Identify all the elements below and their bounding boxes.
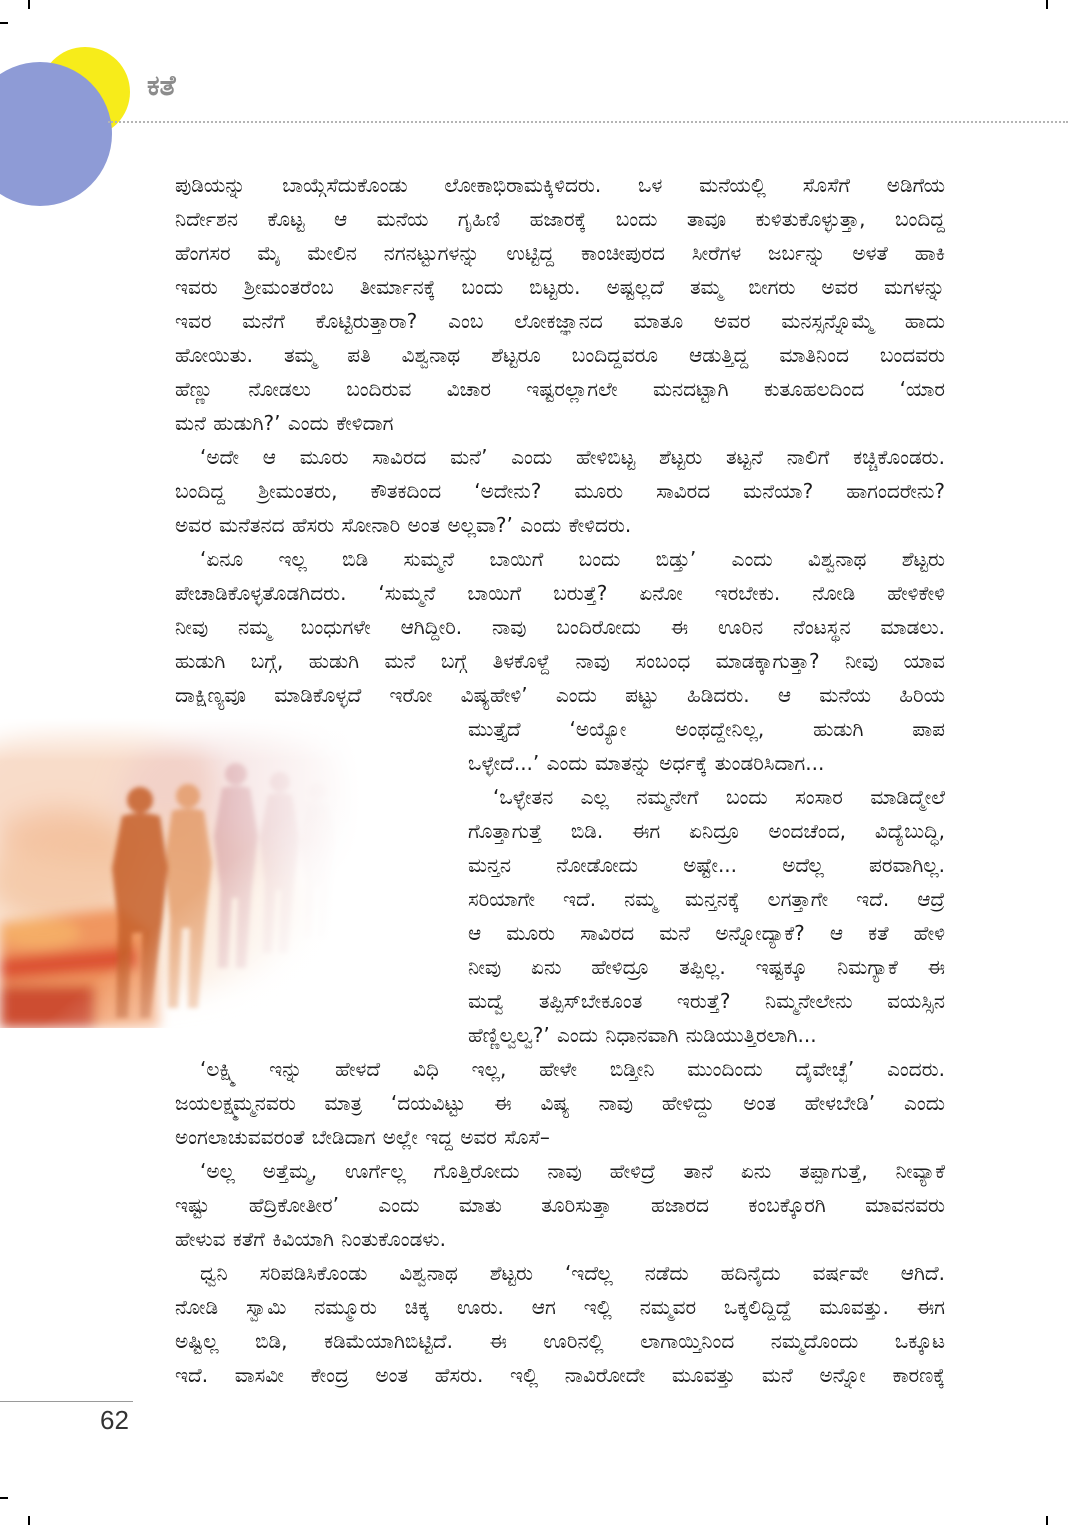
story-text-bottom bbox=[175, 1052, 945, 1392]
crop-mark-top-left-vertical bbox=[28, 0, 30, 9]
crop-mark-top-right-vertical bbox=[1046, 0, 1048, 9]
story-text-beside-image bbox=[468, 712, 945, 1052]
text-line: ಹೇಳುವ ಕತೆಗೆ ಕಿವಿಯಾಗಿ ನಿಂತುಕೊಂಡಳು. bbox=[175, 1227, 446, 1251]
text-line: ಹುಡುಗಿ ಬಗ್ಗೆ, ಹುಡುಗಿ ಮನೆ ಬಗ್ಗೆ ತಿಳಕೊಳ್ದೆ ನಾವು ಸಂಬಂಧ ಮಾಡಕ್ಕಾಗುತ್ತಾ? ನೀವು ಯಾವ bbox=[175, 649, 945, 673]
text-line: ದಾಕ್ಷಿಣ್ಯವೂ ಮಾಡಿಕೊಳ್ಳದೆ ಇರೋ ವಿಷ್ಯಹೇಳಿ’ ಎಂದು ಪಟ್ಟು ಹಿಡಿದರು. ಆ ಮನೆಯ ಹಿರಿಯ bbox=[175, 683, 945, 707]
text-line: ಧ್ವನಿ ಸರಿಪಡಿಸಿಕೊಂಡು ವಿಶ್ವನಾಥ ಶೆಟ್ಟರು ‘ಇದೆಲ್ಲ ನಡೆದು ಹದಿನೈದು ವರ್ಷವೇ ಆಗಿದೆ. bbox=[200, 1261, 945, 1285]
text-line: ‘ಒಳ್ಳೇತನ ಎಲ್ಲ ನಮ್ಮನೇಗೆ ಬಂದು ಸಂಸಾರ ಮಾಡಿದ್ಮೇಲೆ bbox=[493, 785, 945, 809]
text-line: ‘ಏನೂ ಇಲ್ಲ ಬಿಡಿ ಸುಮ್ಮನೆ ಬಾಯಿಗೆ ಬಂದು ಬಿಡ್ತು’ ಎಂದು ವಿಶ್ವನಾಥ ಶೆಟ್ಟರು bbox=[200, 547, 945, 571]
text-line: ಒಳ್ಳೇದೆ...’ ಎಂದು ಮಾತನ್ನು ಅರ್ಧಕ್ಕೆ ತುಂಡರಿಸಿದಾಗ... bbox=[468, 751, 825, 775]
watercolor-figures-illustration bbox=[0, 718, 362, 1028]
text-line: ಮುತ್ತೈದೆ ‘ಅಯ್ಯೋ ಅಂಥದ್ದೇನಿಲ್ಲ, ಹುಡುಗಿ ಪಾಪ bbox=[468, 717, 945, 741]
header-dotted-rule bbox=[108, 121, 1068, 123]
text-line: ಅವರ ಮನೆತನದ ಹೆಸರು ಸೋನಾರಿ ಅಂತ ಅಲ್ಲವಾ?’ ಎಂದು ಕೇಳಿದರು. bbox=[175, 513, 632, 537]
text-line: ಇವರ ಮನೆಗೆ ಕೊಟ್ಟಿರುತ್ತಾರಾ? ಎಂಬ ಲೋಕಜ್ಞಾನದ ಮಾತೂ ಅವರ ಮನಸ್ಸನ್ನೊಮ್ಮೆ ಹಾದು bbox=[175, 309, 945, 333]
text-line: ನೀವು ಏನು ಹೇಳಿದ್ರೂ ತಪ್ಪಿಲ್ಲ. ಇಷ್ಟಕ್ಕೂ ನಿಮಗ್ಯಾಕೆ ಈ bbox=[468, 955, 945, 979]
page-number: 62 bbox=[100, 1405, 129, 1435]
text-line: ಮನ್ತನ ನೋಡೋದು ಅಷ್ಟೇ... ಅದೆಲ್ಲ ಪರವಾಗಿಲ್ಲ. bbox=[468, 853, 945, 877]
text-line: ‘ಅಲ್ಲ ಅತ್ತೆಮ್ಮ, ಊರ್ಗೆಲ್ಲ ಗೊತ್ತಿರೋದು ನಾವು ಹೇಳಿದ್ರೆ ತಾನೆ ಏನು ತಪ್ಪಾಗುತ್ತೆ, ನೀವ್ಯಾಕೆ bbox=[200, 1159, 945, 1183]
text-line: ಇವರು ಶ್ರೀಮಂತರೆಂಬ ತೀರ್ಮಾನಕ್ಕೆ ಬಂದು ಬಿಟ್ಟರು. ಅಷ್ಟಲ್ಲದೆ ತಮ್ಮ ಬೀಗರು ಅವರ ಮಗಳನ್ನು bbox=[175, 275, 945, 299]
illustration-figures-icon bbox=[0, 718, 362, 1028]
text-line: ಪುಡಿಯನ್ನು ಬಾಯ್ಗೆಸೆದುಕೊಂಡು ಲೋಕಾಭಿರಾಮಕ್ಕಿಳಿದರು. ಒಳ ಮನೆಯಲ್ಲಿ ಸೊಸೆಗೆ ಅಡಿಗೆಯ bbox=[175, 173, 945, 197]
crop-mark-bottom-right-vertical bbox=[1046, 1516, 1048, 1525]
text-line: ಸರಿಯಾಗೇ ಇದೆ. ನಮ್ಮ ಮನ್ತನಕ್ಕೆ ಲಗತ್ತಾಗೇ ಇದೆ. ಆದ್ರೆ bbox=[468, 887, 945, 911]
text-line: ‘ಲಕ್ಷ್ಮಿ ಇನ್ನು ಹೇಳದೆ ವಿಧಿ ಇಲ್ಲ, ಹೇಳೇ ಬಿಡ್ತೀನಿ ಮುಂದಿಂದು ದೈವೇಚ್ಛೆ’ ಎಂದರು. bbox=[200, 1057, 945, 1081]
text-line: ನೋಡಿ ಸ್ವಾಮಿ ನಮ್ಮೂರು ಚಿಕ್ಕ ಊರು. ಆಗ ಇಲ್ಲಿ ನಮ್ಮವರ ಒಕ್ಕಲಿದ್ದಿದ್ದೆ ಮೂವತ್ತು. ಈಗ bbox=[175, 1295, 945, 1319]
text-line: ‘ಅದೇ ಆ ಮೂರು ಸಾವಿರದ ಮನೆ’ ಎಂದು ಹೇಳಿಬಿಟ್ಟ ಶೆಟ್ಟರು ತಟ್ಟನೆ ನಾಲಿಗೆ ಕಚ್ಚಿಕೊಂಡರು. bbox=[200, 445, 945, 469]
crop-mark-top-left-horizontal bbox=[0, 22, 8, 24]
text-line: ಇದೆ. ವಾಸವೀ ಕೇಂದ್ರ ಅಂತ ಹೆಸರು. ಇಲ್ಲಿ ನಾವಿರೋದೇ ಮೂವತ್ತು ಮನೆ ಅನ್ನೋ ಕಾರಣಕ್ಕೆ bbox=[175, 1363, 945, 1387]
text-line: ಬಂದಿದ್ದ ಶ್ರೀಮಂತರು, ಕೌತಕದಿಂದ ‘ಅದೇನು? ಮೂರು ಸಾವಿರದ ಮನೆಯಾ? ಹಾಗಂದರೇನು? bbox=[175, 479, 945, 503]
text-line: ಅಷ್ಟಿಲ್ಲ ಬಿಡಿ, ಕಡಿಮೆಯಾಗಿಬಿಟ್ಟಿದೆ. ಈ ಊರಿನಲ್ಲಿ ಲಾಗಾಯ್ತಿನಿಂದ ನಮ್ಮದೊಂದು ಒಕ್ಕೂಟ bbox=[175, 1329, 945, 1353]
section-title: ಕತೆ bbox=[147, 69, 176, 102]
text-line: ಮನೆ ಹುಡುಗಿ?’ ಎಂದು ಕೇಳಿದಾಗ bbox=[175, 411, 394, 435]
text-line: ಅಂಗಲಾಚುವವರಂತೆ ಬೇಡಿದಾಗ ಅಲ್ಲೇ ಇದ್ದ ಅವರ ಸೊಸೆ– bbox=[175, 1125, 550, 1149]
text-line: ಹೆಂಗಸರ ಮೈ ಮೇಲಿನ ನಗನಟ್ಟುಗಳನ್ನು ಉಟ್ಟಿದ್ದ ಕಾಂಚೀಪುರದ ಸೀರೆಗಳ ಜರ್ಬನ್ನು ಅಳತೆ ಹಾಕಿ bbox=[175, 241, 945, 265]
crop-mark-bottom-left-vertical bbox=[28, 1516, 30, 1525]
text-line: ಪೇಚಾಡಿಕೊಳ್ಳತೊಡಗಿದರು. ‘ಸುಮ್ಮನೆ ಬಾಯಿಗೆ ಬರುತ್ತೆ? ಏನೋ ಇರಬೇಕು. ನೋಡಿ ಹೇಳಿಕೇಳಿ bbox=[175, 581, 945, 605]
story-text-top bbox=[175, 168, 945, 712]
footer-rule bbox=[0, 1401, 133, 1402]
text-line: ಇಷ್ಟು ಹೆದ್ರಿಕೋತೀರ’ ಎಂದು ಮಾತು ತೂರಿಸುತ್ತಾ ಹಜಾರದ ಕಂಬಕ್ಕೊರಗಿ ಮಾವನವರು bbox=[175, 1193, 945, 1217]
text-line: ಗೊತ್ತಾಗುತ್ತೆ ಬಿಡಿ. ಈಗ ಏನಿದ್ರೂ ಅಂದಚೆಂದ, ವಿದ್ಯೆಬುದ್ಧಿ, bbox=[468, 819, 945, 843]
text-line: ಆ ಮೂರು ಸಾವಿರದ ಮನೆ ಅನ್ನೋದ್ಯಾಕೆ? ಆ ಕತೆ ಹೇಳಿ bbox=[468, 921, 945, 945]
text-line: ನೀವು ನಮ್ಮ ಬಂಧುಗಳೇ ಆಗಿದ್ದೀರಿ. ನಾವು ಬಂದಿರೋದು ಈ ಊರಿನ ನೆಂಟಸ್ಥನ ಮಾಡಲು. bbox=[175, 615, 945, 639]
text-line: ಹೆಣ್ಣಿಲ್ವಲ್ವ?’ ಎಂದು ನಿಧಾನವಾಗಿ ನುಡಿಯುತ್ತಿರಲಾಗಿ... bbox=[468, 1023, 817, 1047]
text-line: ನಿರ್ದೇಶನ ಕೊಟ್ಟ ಆ ಮನೆಯ ಗೃಹಿಣಿ ಹಜಾರಕ್ಕೆ ಬಂದು ತಾವೂ ಕುಳಿತುಕೊಳ್ಳುತ್ತಾ, ಬಂದಿದ್ದ bbox=[175, 207, 945, 231]
text-line: ಹೋಯಿತು. ತಮ್ಮ ಪತಿ ವಿಶ್ವನಾಥ ಶೆಟ್ಟರೂ ಬಂದಿದ್ದವರೂ ಆಡುತ್ತಿದ್ದ ಮಾತಿನಿಂದ ಬಂದವರು bbox=[175, 343, 945, 367]
crop-mark-bottom-left-horizontal bbox=[0, 1497, 8, 1499]
text-line: ಹೆಣ್ಣು ನೋಡಲು ಬಂದಿರುವ ವಿಚಾರ ಇಷ್ಟರಲ್ಲಾಗಲೇ ಮನದಟ್ಟಾಗಿ ಕುತೂಹಲದಿಂದ ‘ಯಾರ bbox=[175, 377, 945, 401]
text-line: ಜಯಲಕ್ಷ್ಮಮ್ಮನವರು ಮಾತ್ರ ‘ದಯವಿಟ್ಟು ಈ ವಿಷ್ಯ ನಾವು ಹೇಳಿದ್ದು ಅಂತ ಹೇಳಬೇಡಿ’ ಎಂದು bbox=[175, 1091, 945, 1115]
text-line: ಮದ್ವೆ ತಪ್ಪಿಸ್‌ಬೇಕೂಂತ ಇರುತ್ತೆ? ನಿಮ್ಮನೇಲೇನು ವಯಸ್ಸಿನ bbox=[468, 989, 945, 1013]
